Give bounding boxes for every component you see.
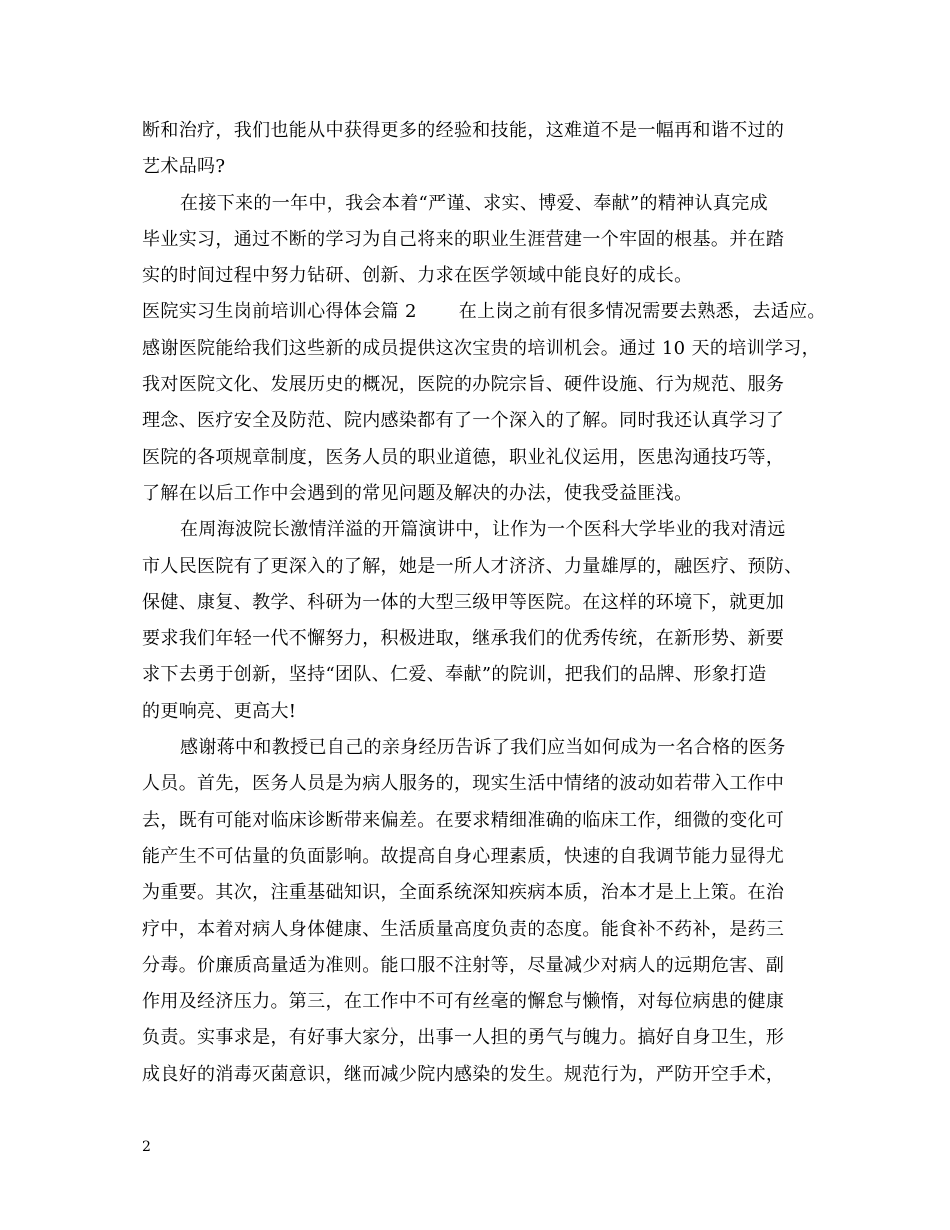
text-line: 去，既有可能对临床诊断带来偏差。在要求精细准确的临床工作，细微的变化可 — [142, 809, 785, 831]
text-line: 能产生不可估量的负面影响。故提高自身心理素质，快速的自我调节能力显得尤 — [142, 845, 785, 867]
text-line: 断和治疗，我们也能从中获得更多的经验和技能，这难道不是一幅再和谐不过的 — [142, 120, 785, 141]
text-line: 实的时间过程中努力钻研、创新、力求在医学领域中能良好的成长。 — [142, 265, 693, 287]
text-line: 医院的各项规章制度，医务人员的职业道德，职业礼仪运用，医患沟通技巧等， — [142, 446, 785, 468]
text-line: 了解在以后工作中会遇到的常见问题及解决的办法，使我受益匪浅。 — [142, 482, 693, 504]
section-heading: 医院实习生岗前培训心得体会篇 2 — [142, 301, 417, 323]
text-line: 保健、康复、教学、科研为一体的大型三级甲等医院。在这样的环境下，就更加 — [142, 591, 785, 613]
text-line: 人员。首先，医务人员是为病人服务的，现实生活中情绪的波动如若带入工作中 — [142, 773, 785, 795]
text-line: 市人民医院有了更深入的了解，她是一所人才济济、力量雄厚的，融医疗、预防、 — [142, 555, 803, 577]
text-line: 求下去勇于创新，坚持“团队、仁爱、奉献”的院训，把我们的品牌、形象打造 — [142, 664, 767, 686]
text-line: 理念、医疗安全及防范、院内感染都有了一个深入的了解。同时我还认真学习了 — [142, 410, 785, 432]
text-line: 艺术品吗? — [142, 156, 226, 178]
text-line: 负责。实事求是，有好事大家分，出事一人担的勇气与魄力。搞好自身卫生，形 — [142, 1027, 785, 1049]
text-line: 作用及经济压力。第三，在工作中不可有丝毫的懈怠与懒惰，对每位病患的健康 — [142, 991, 785, 1013]
text-line: 感谢医院能给我们这些新的成员提供这次宝贵的培训机会。通过 10 天的培训学习， — [142, 337, 820, 359]
text-line: 疗中，本着对病人身体健康、生活质量高度负责的态度。能食补不药补，是药三 — [142, 918, 785, 940]
body-text — [142, 113, 826, 1093]
text-line: 要求我们年轻一代不懈努力，积极进取，继承我们的优秀传统，在新形势、新要 — [142, 628, 785, 650]
section-heading-line — [142, 294, 826, 330]
text-line: 分毒。价廉质高量适为准则。能口服不注射等，尽量减少对病人的远期危害、副 — [142, 954, 785, 976]
paragraph-start-line: 感谢蒋中和教授已自己的亲身经历告诉了我们应当如何成为一名合格的医务 — [180, 737, 786, 759]
text-line: 成良好的消毒灭菌意识，继而减少院内感染的发生。规范行为，严防开空手术， — [142, 1063, 785, 1085]
text-line: 毕业实习，通过不断的学习为自己将来的职业生涯营建一个牢固的根基。并在踏 — [142, 228, 785, 250]
text-line: 为重要。其次，注重基础知识，全面系统深知疾病本质，治本才是上上策。在治 — [142, 882, 785, 904]
paragraph-start-line: 在周海波院长激情洋溢的开篇演讲中，让作为一个医科大学毕业的我对清远 — [180, 519, 786, 541]
text-line: 的更响亮、更高大! — [142, 700, 297, 722]
page-number: 2 — [142, 1139, 151, 1155]
paragraph-start-line: 在接下来的一年中，我会本着“严谨、求实、博爱、奉献”的精神认真完成 — [180, 192, 768, 214]
text-line: 我对医院文化、发展历史的概况，医院的办院宗旨、硬件设施、行为规范、服务 — [142, 374, 785, 396]
text-line: 在上岗之前有很多情况需要去熟悉，去适应。 — [458, 301, 826, 323]
